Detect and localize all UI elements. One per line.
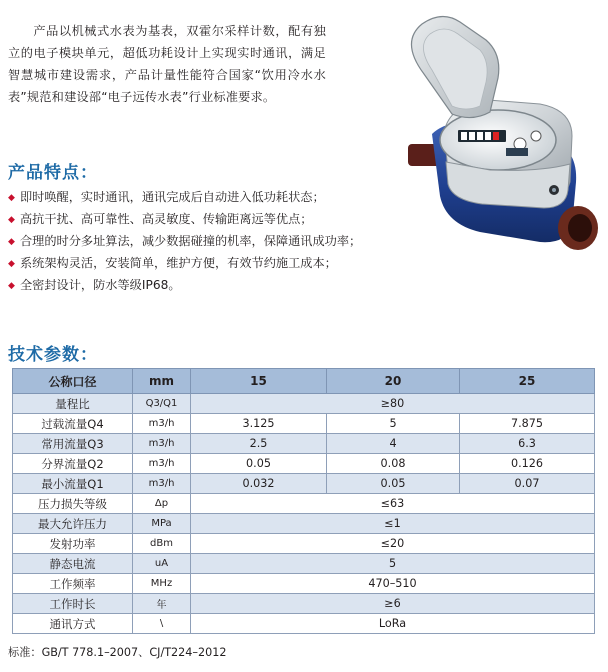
- header-cell: mm: [133, 369, 191, 394]
- param-name-cell: 量程比: [13, 394, 133, 414]
- param-name-cell: 压力损失等级: [13, 494, 133, 514]
- feature-item: ◆ 全密封设计，防水等级IP68。: [8, 274, 428, 296]
- value-cell: 5: [191, 554, 595, 574]
- header-cell: 15: [191, 369, 327, 394]
- param-name-cell: 静态电流: [13, 554, 133, 574]
- table-row: [13, 394, 595, 414]
- value-cell: 4: [327, 434, 460, 454]
- features-heading: 产品特点：: [8, 163, 98, 183]
- value-cell: 470–510: [191, 574, 595, 594]
- unit-cell: m3/h: [133, 434, 191, 454]
- table-header-row: [13, 369, 595, 394]
- value-cell: 0.032: [191, 474, 327, 494]
- param-name-cell: 过载流量Q4: [13, 414, 133, 434]
- diamond-bullet-icon: ◆: [8, 193, 15, 203]
- feature-item: ◆ 高抗干扰、高可靠性、高灵敏度、传输距离远等优点；: [8, 208, 428, 230]
- table-row: [13, 574, 595, 594]
- value-cell: 5: [327, 414, 460, 434]
- header-cell: 20: [327, 369, 460, 394]
- value-cell: LoRa: [191, 614, 595, 634]
- unit-cell: MPa: [133, 514, 191, 534]
- intro-paragraph: [8, 20, 326, 108]
- table-row: [13, 494, 595, 514]
- value-cell: 6.3: [460, 434, 595, 454]
- table-row: [13, 614, 595, 634]
- value-cell: 7.875: [460, 414, 595, 434]
- value-cell: 0.05: [327, 474, 460, 494]
- value-cell: ≤20: [191, 534, 595, 554]
- specs-heading: 技术参数：: [8, 345, 98, 365]
- unit-cell: dBm: [133, 534, 191, 554]
- table-row: [13, 474, 595, 494]
- table-row: [13, 454, 595, 474]
- value-cell: 0.126: [460, 454, 595, 474]
- table-row: [13, 434, 595, 454]
- value-cell: ≥80: [191, 394, 595, 414]
- value-cell: 3.125: [191, 414, 327, 434]
- value-cell: 0.07: [460, 474, 595, 494]
- standard-note: 标准：GB/T 778.1–2007、CJ/T224–2012: [8, 646, 227, 659]
- unit-cell: 年: [133, 594, 191, 614]
- param-name-cell: 工作时长: [13, 594, 133, 614]
- spec-table: [12, 368, 595, 634]
- diamond-bullet-icon: ◆: [8, 281, 15, 291]
- table-row: [13, 554, 595, 574]
- table-row: [13, 514, 595, 534]
- param-name-cell: 通讯方式: [13, 614, 133, 634]
- table-row: [13, 594, 595, 614]
- param-name-cell: 最大允许压力: [13, 514, 133, 534]
- unit-cell: m3/h: [133, 474, 191, 494]
- intro-text: 产品以机械式水表为基表，双霍尔采样计数，配有独立的电子模块单元，超低功耗设计上实现实时通讯，满足智慧城市建设需求，产品计量性能符合国家“饮用冷水水表”规范和建设部“电子远传水表”行业标准要求。: [8, 24, 326, 104]
- param-name-cell: 最小流量Q1: [13, 474, 133, 494]
- table-row: [13, 414, 595, 434]
- unit-cell: uA: [133, 554, 191, 574]
- value-cell: 2.5: [191, 434, 327, 454]
- unit-cell: MHz: [133, 574, 191, 594]
- unit-cell: m3/h: [133, 414, 191, 434]
- param-name-cell: 常用流量Q3: [13, 434, 133, 454]
- feature-item: ◆ 系统架构灵活，安装简单，维护方便，有效节约施工成本；: [8, 252, 428, 274]
- diamond-bullet-icon: ◆: [8, 237, 15, 247]
- value-cell: 0.08: [327, 454, 460, 474]
- value-cell: ≤1: [191, 514, 595, 534]
- feature-item: ◆ 即时唤醒，实时通讯，通讯完成后自动进入低功耗状态；: [8, 186, 428, 208]
- unit-cell: Q3/Q1: [133, 394, 191, 414]
- param-name-cell: 发射功率: [13, 534, 133, 554]
- unit-cell: \: [133, 614, 191, 634]
- header-cell: 公称口径: [13, 369, 133, 394]
- diamond-bullet-icon: ◆: [8, 259, 15, 269]
- features-list: [8, 186, 428, 296]
- value-cell: ≥6: [191, 594, 595, 614]
- feature-item: ◆ 合理的时分多址算法，减少数据碰撞的机率，保障通讯成功率；: [8, 230, 428, 252]
- table-row: [13, 534, 595, 554]
- param-name-cell: 工作频率: [13, 574, 133, 594]
- header-cell: 25: [460, 369, 595, 394]
- unit-cell: Δp: [133, 494, 191, 514]
- diamond-bullet-icon: ◆: [8, 215, 15, 225]
- value-cell: 0.05: [191, 454, 327, 474]
- unit-cell: m3/h: [133, 454, 191, 474]
- param-name-cell: 分界流量Q2: [13, 454, 133, 474]
- value-cell: ≤63: [191, 494, 595, 514]
